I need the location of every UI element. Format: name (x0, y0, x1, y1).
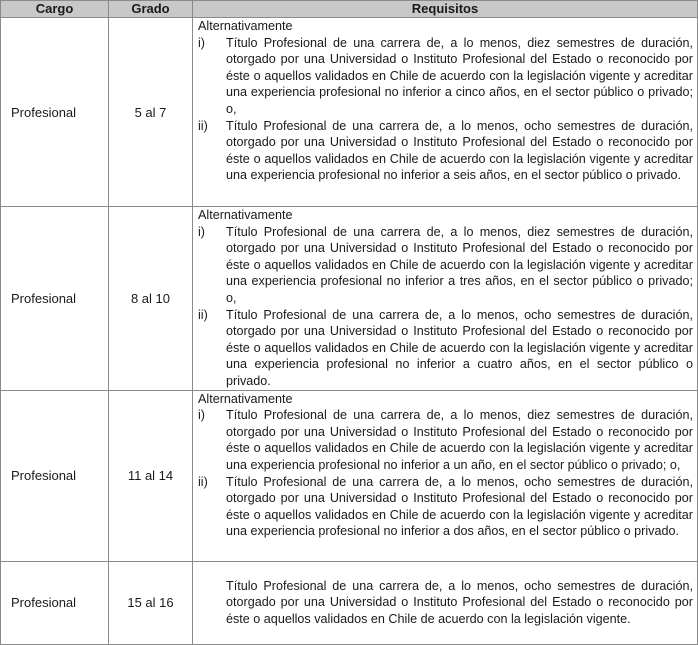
header-grado: Grado (109, 1, 193, 18)
table-row (1, 561, 698, 644)
table-row (1, 390, 698, 561)
option-i (198, 224, 693, 307)
option-ii (198, 474, 693, 540)
cargo-cell: Profesional (1, 207, 109, 391)
option-text: Título Profesional de una carrera de, a lo menos, diez semestres de duración, otorgado por una Universidad o Instituto Profesional del Estado o reconocido por éste o aquellos validados en Chile de acuerdo con la legislación vigente y acreditar una experiencia profesional no inferior a cinco años, en el sector público o privado; o, (226, 35, 693, 116)
option-number: i) (198, 35, 205, 50)
table-row (1, 18, 698, 207)
table-row (1, 207, 698, 391)
requisitos-cell (193, 18, 698, 207)
requisitos-cell (193, 390, 698, 561)
grado-cell: 11 al 14 (109, 390, 193, 561)
option-number: ii) (198, 307, 208, 322)
grado-cell: 8 al 10 (109, 207, 193, 391)
requisitos-cell (193, 207, 698, 391)
requirement-text: Título Profesional de una carrera de, a lo menos, ocho semestres de duración, otorgado por una Universidad o Instituto Profesional del Estado o reconocido por éste o aquellos validados en Chile de acuerdo con la legislación vigente. (226, 578, 693, 626)
grado-cell: 15 al 16 (109, 561, 193, 644)
option-ii (198, 118, 693, 184)
intro-text: Alternativamente (198, 19, 293, 33)
option-text: Título Profesional de una carrera de, a lo menos, diez semestres de duración, otorgado por una Universidad o Instituto Profesional del Estado o reconocido por éste o aquellos validados en Chile de acuerdo con la legislación vigente y acreditar una experiencia profesional no inferior a tres años, en el sector público o privado; o, (226, 224, 693, 305)
option-number: i) (198, 224, 205, 239)
option-text: Título Profesional de una carrera de, a lo menos, ocho semestres de duración, otorgado por una Universidad o Instituto Profesional del Estado o reconocido por éste o aquellos validados en Chile de acuerdo con la legislación vigente y acreditar una experiencia profesional no inferior a seis años, en el sector público o privado. (226, 118, 693, 183)
requisitos-cell (193, 561, 698, 644)
option-ii (198, 307, 693, 390)
option-number: ii) (198, 118, 208, 133)
intro-text: Alternativamente (198, 391, 293, 406)
option-number: i) (198, 408, 205, 423)
cargo-cell: Profesional (1, 18, 109, 207)
header-cargo: Cargo (1, 1, 109, 18)
intro-text: Alternativamente (198, 208, 293, 222)
option-text: Título Profesional de una carrera de, a lo menos, ocho semestres de duración, otorgado por una Universidad o Instituto Profesional del Estado o reconocido por éste o aquellos validados en Chile de acuerdo con la legislación vigente y acreditar una experiencia profesional no inferior a cuatro años, en el sector público o privado. (226, 307, 693, 388)
option-i (198, 407, 693, 473)
grado-cell: 5 al 7 (109, 18, 193, 207)
cargo-cell: Profesional (1, 561, 109, 644)
option-text: Título Profesional de una carrera de, a lo menos, diez semestres de duración, otorgado por una Universidad o Instituto Profesional del Estado o reconocido por éste o aquellos validados en Chile de acuerdo con la legislación vigente y acreditar una experiencia profesional no inferior a un año, en el sector público o privado; o, (226, 408, 693, 472)
option-text: Título Profesional de una carrera de, a lo menos, ocho semestres de duración, otorgado por una Universidad o Instituto Profesional del Estado o reconocido por éste o aquellos validados en Chile de acuerdo con la legislación vigente y acreditar una experiencia profesional no inferior a dos años, en el sector público o privado. (226, 474, 693, 539)
header-row (1, 1, 698, 18)
option-number: ii) (198, 474, 208, 489)
cargo-cell: Profesional (1, 390, 109, 561)
header-requisitos: Requisitos (193, 1, 698, 18)
option-i (198, 35, 693, 118)
